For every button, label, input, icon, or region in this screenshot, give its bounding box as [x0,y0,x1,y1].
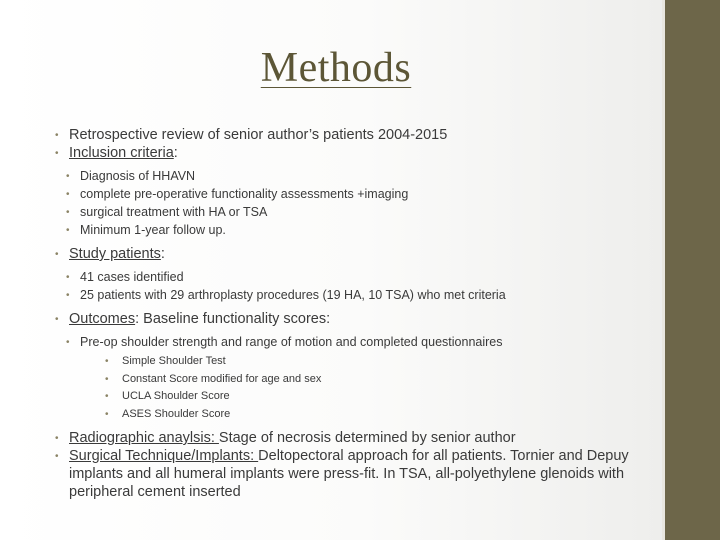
list-item-text: Minimum 1-year follow up. [80,223,226,237]
inclusion-label: Inclusion criteria [69,145,174,161]
bullet-icon: • [55,130,59,141]
list-item [54,185,654,203]
slide-content [54,126,654,501]
radiographic-label: Radiographic anaylsis: [69,430,219,446]
list-item-text: ASES Shoulder Score [122,407,231,420]
bullet-icon: • [55,314,59,325]
list-item [54,388,654,406]
bullet-icon: • [66,272,70,283]
bullet-radiographic [54,429,654,447]
decorative-sidebar [665,0,720,540]
bullet-icon: • [105,391,109,402]
list-item-text: 41 cases identified [80,270,184,284]
bullet-icon: • [55,148,59,159]
bullet-icon: • [105,408,109,420]
list-item-text: UCLA Shoulder Score [122,390,230,402]
bullet-inclusion-criteria [54,144,654,162]
list-item-text: complete pre-operative functionality assessments +imaging [80,187,409,201]
surgical-text: Deltopectoral approach for all patients. Tornier and Depuy implants and all humeral implants were press-fit. In TSA, all-polyethylene glenoids with peripheral cement inserted [69,448,629,500]
surgical-label: Surgical Technique/Implants: [69,448,259,464]
bullet-icon: • [105,373,109,385]
bullet-icon: • [66,225,70,236]
bullet-icon: • [66,171,70,182]
inclusion-colon: : [173,145,178,161]
list-item [54,333,654,351]
bullet-icon: • [55,451,59,462]
list-item [54,268,654,286]
study-label: Study patients [69,246,161,262]
list-item-text: Diagnosis of HHAVN [80,169,196,183]
outcomes-label: Outcomes [69,311,136,327]
list-item [54,371,654,389]
bullet-retrospective [54,126,654,144]
list-item-text: Pre-op shoulder strength and range of motion and completed questionnaires [80,335,503,349]
bullet-text: Retrospective review of senior author’s patients 2004-2015 [69,127,448,143]
slide-title: Methods [260,45,412,91]
bullet-surgical-technique [54,447,654,501]
list-item [54,353,654,371]
list-item [54,203,654,221]
list-item-text: 25 patients with 29 arthroplasty procedures (19 HA, 10 TSA) who met criteria [80,288,506,302]
bullet-outcomes [54,310,654,328]
outcomes-text: : Baseline functionality scores: [135,311,331,327]
bullet-icon: • [66,189,70,200]
bullet-icon: • [55,433,59,444]
bullet-icon: • [66,207,70,218]
list-item-text: Simple Shoulder Test [122,355,226,367]
bullet-study-patients [54,245,654,263]
bullet-icon: • [66,290,70,301]
bullet-icon: • [55,249,59,260]
list-item-text: Constant Score modified for age and sex [122,372,322,385]
list-item [54,221,654,239]
study-colon: : [160,246,165,262]
radiographic-text: Stage of necrosis determined by senior author [218,430,516,446]
bullet-icon: • [105,356,109,367]
list-item [54,286,654,304]
list-item [54,406,654,424]
list-item-text: surgical treatment with HA or TSA [80,205,268,219]
list-item [54,167,654,185]
bullet-icon: • [66,337,70,348]
